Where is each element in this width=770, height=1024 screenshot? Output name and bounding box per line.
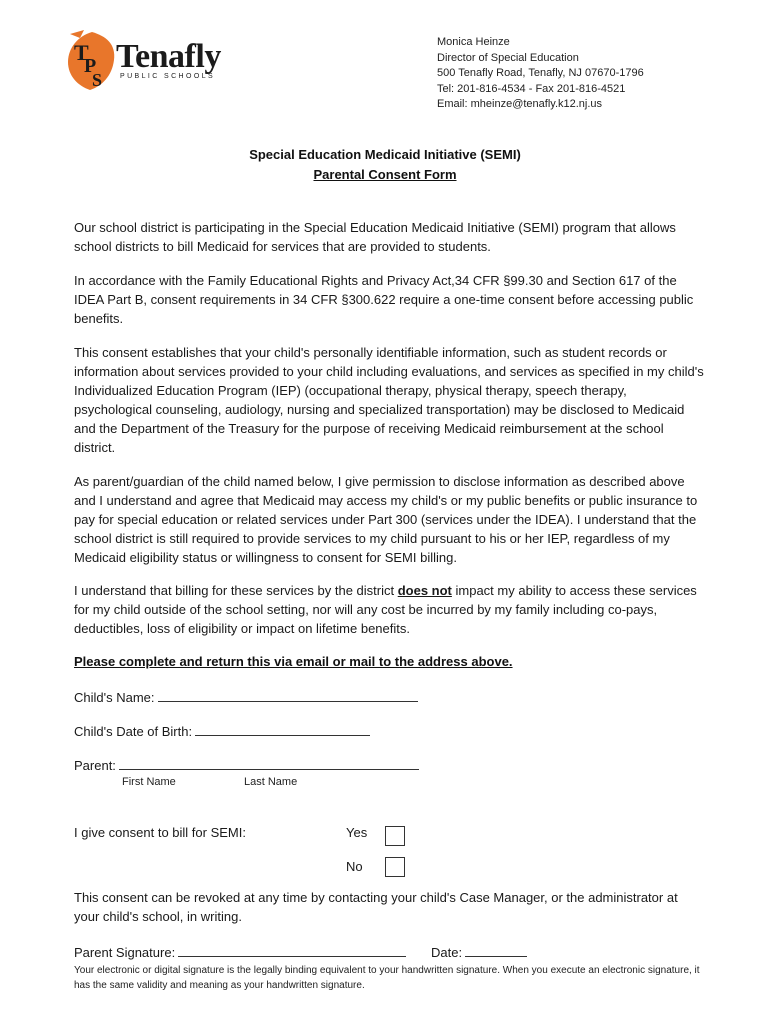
signature-input[interactable] (178, 944, 406, 957)
child-dob-input[interactable] (195, 723, 370, 736)
logo-subtitle: PUBLIC SCHOOLS (120, 73, 216, 80)
svg-text:T: T (74, 40, 89, 65)
child-name-field (74, 689, 418, 705)
form-subtitle: Parental Consent Form (313, 167, 457, 182)
svg-text:P: P (84, 55, 97, 77)
contact-email: Email: mheinze@tenafly.k12.nj.us (437, 98, 603, 110)
paragraph-billing (74, 581, 704, 638)
consent-yes-checkbox[interactable] (385, 826, 405, 846)
consent-no-checkbox[interactable] (385, 857, 405, 877)
billing-text-end: impact my ability to access these services for my child outside of the school setting, nor will any cost be incurred by my family including co-pays, deductibles, loss of eligibility or impact on lifetime benefits. (74, 583, 697, 636)
return-instruction: Please complete and return this via email or mail to the address above. (74, 654, 513, 669)
consent-yes-label: Yes (346, 825, 368, 840)
signature-disclaimer: Your electronic or digital signature is the legally binding equivalent to your handwritten signature. When you execute an electronic signature, it has the same validity and meaning as your handwritten signature. (74, 965, 700, 991)
signature-label: Parent Signature: (74, 945, 176, 960)
contact-phone: Tel: 201-816-4534 - Fax 201-816-4521 (437, 82, 626, 95)
child-name-input[interactable] (158, 689, 418, 702)
first-name-caption: First Name (122, 776, 176, 788)
paragraph-ferpa: In accordance with the Family Educational Rights and Privacy Act,34 CFR §99.30 and Section 617 of the IDEA Part B, consent requirements in 34 CFR §300.622 require a one-time consent before accessing public benefits. (74, 273, 694, 326)
district-logo (62, 26, 227, 94)
billing-text-start: I understand that billing for these services by the district (74, 583, 398, 598)
last-name-caption: Last Name (244, 776, 298, 788)
contact-name: Monica Heinze (437, 36, 510, 48)
svg-text:S: S (92, 70, 103, 90)
contact-address: 500 Tenafly Road, Tenafly, NJ 07670-1796 (437, 67, 644, 79)
tps-shield-icon (62, 26, 122, 94)
parent-name-input[interactable] (119, 757, 419, 770)
date-field (431, 944, 527, 960)
signature-field (74, 944, 406, 960)
child-dob-field (74, 723, 370, 739)
paragraph-permission: As parent/guardian of the child named below, I give permission to disclose information as described above and I understand and agree that Medicaid may access my child's or my public benefits or public insurance to pay for special education or related services under Part 300 (services under the IDEA). I understand that the school district is still required to provide services to my child pursuant to his or her IEP, regardless of my Medicaid eligibility status or willingness to consent for SEMI billing. (74, 474, 698, 565)
consent-no-label: No (346, 859, 363, 874)
parent-name-field (74, 757, 419, 773)
contact-block (437, 35, 644, 113)
paragraph-disclosure: This consent establishes that your child's personally identifiable information, such as student records or information about services provided to your child including evaluations, and services as specified in my child's Individualized Education Program (IEP) (occupational therapy, physical therapy, speech therapy, psychological counseling, audiology, nursing and specialized transportation) may be disclosed to Medicaid and the Department of the Treasury for the purpose of receiving Medicaid reimbursement at the school district. (74, 345, 704, 455)
paragraph-revocation: This consent can be revoked at any time by contacting your child's Case Manager, or the administrator at your child's school, in writing. (74, 890, 678, 924)
date-label: Date: (431, 945, 463, 960)
child-dob-label: Child's Date of Birth: (74, 724, 193, 739)
consent-question: I give consent to bill for SEMI: (74, 825, 246, 840)
date-input[interactable] (465, 944, 527, 957)
contact-role: Director of Special Education (437, 51, 579, 64)
form-title: Special Education Medicaid Initiative (SEMI) (249, 147, 521, 162)
billing-emphasis: does not (397, 583, 452, 598)
paragraph-intro: Our school district is participating in the Special Education Medicaid Initiative (SEMI) program that allows school districts to bill Medicaid for services that are provided to students. (74, 220, 676, 254)
logo-wordmark: Tenafly (116, 38, 221, 75)
parent-label: Parent: (74, 758, 116, 773)
child-name-label: Child's Name: (74, 690, 155, 705)
